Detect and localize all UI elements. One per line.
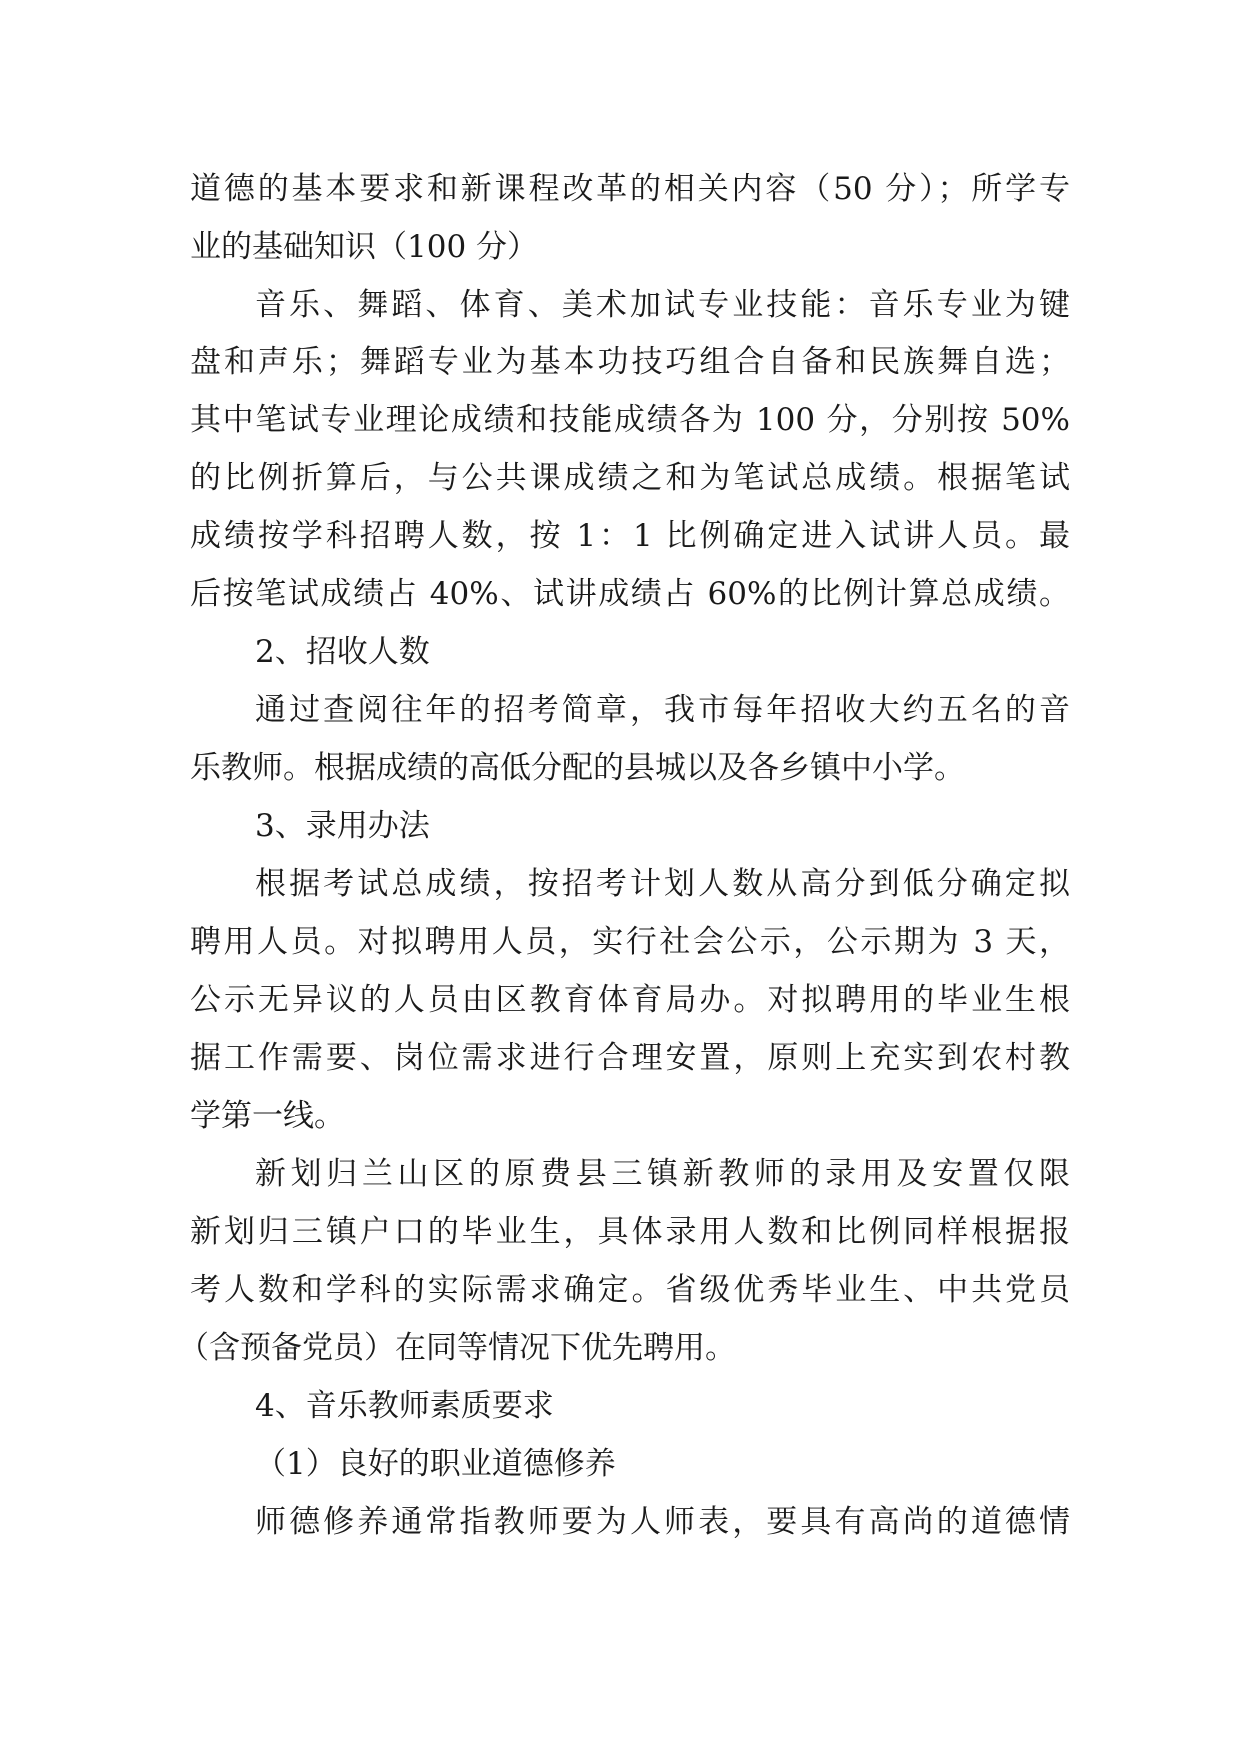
section-heading: 4、音乐教师素质要求 [255,1388,554,1424]
text-line: 乐教师。根据成绩的高低分配的县城以及各乡镇中小学。 [190,750,965,786]
text-line: 业的基础知识（100 分） [190,229,539,265]
text-line: 学第一线。 [190,1098,345,1134]
text-line: 盘和声乐；舞蹈专业为基本功技巧组合自备和民族舞自选； [190,344,1070,380]
section-heading: 2、招收人数 [255,634,430,670]
text-line: 聘用人员。对拟聘用人员，实行社会公示，公示期为 3 天， [190,924,1070,960]
text-line: 音乐、舞蹈、体育、美术加试专业技能：音乐专业为键 [255,287,1070,323]
text-line: 通过查阅往年的招考简章，我市每年招收大约五名的音 [255,692,1070,728]
text-line: 根据考试总成绩，按招考计划人数从高分到低分确定拟 [255,866,1070,902]
text-line: 后按笔试成绩占 40%、试讲成绩占 60%的比例计算总成绩。 [190,576,1070,612]
text-line: 新划归兰山区的原费县三镇新教师的录用及安置仅限 [255,1156,1070,1192]
text-line: 其中笔试专业理论成绩和技能成绩各为 100 分，分别按 50% [190,402,1070,438]
text-line: 公示无异议的人员由区教育体育局办。对拟聘用的毕业生根 [190,982,1070,1018]
text-line: 成绩按学科招聘人数，按 1：1 比例确定进入试讲人员。最 [190,518,1070,554]
text-line: 据工作需要、岗位需求进行合理安置，原则上充实到农村教 [190,1040,1070,1076]
text-line: 师德修养通常指教师要为人师表，要具有高尚的道德情 [255,1504,1070,1540]
text-line: 道德的基本要求和新课程改革的相关内容（50 分）；所学专 [190,171,1070,207]
text-line: 的比例折算后，与公共课成绩之和为笔试总成绩。根据笔试 [190,460,1070,496]
section-heading: 3、录用办法 [255,808,430,844]
text-line: 考人数和学科的实际需求确定。省级优秀毕业生、中共党员 [190,1272,1070,1308]
text-line: （含预备党员）在同等情况下优先聘用。 [178,1330,736,1366]
text-line: 新划归三镇户口的毕业生，具体录用人数和比例同样根据报 [190,1214,1070,1250]
subsection-heading: （1）良好的职业道德修养 [255,1446,616,1482]
